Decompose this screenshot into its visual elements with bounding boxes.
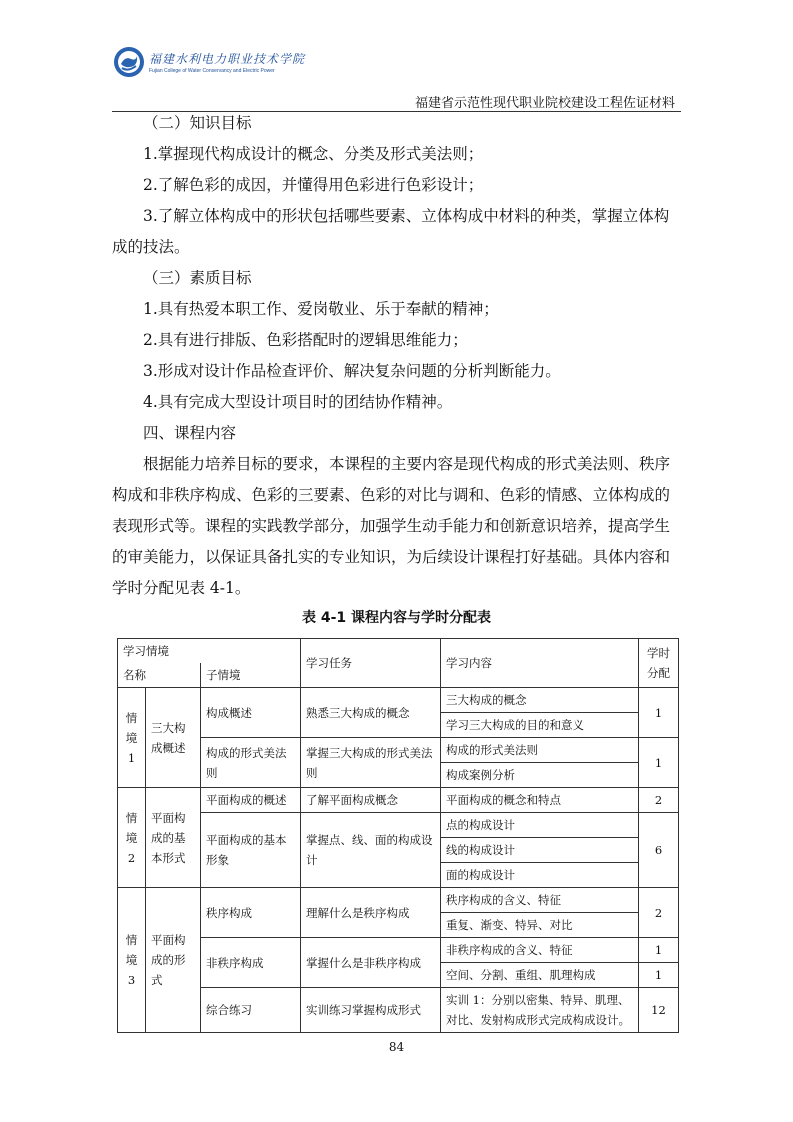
paragraph: 4.具有完成大型设计项目时的团结协作精神。 [143, 393, 453, 411]
sub-situation: 平面构成的概述 [201, 788, 301, 813]
sub-situation: 构成概述 [201, 688, 301, 738]
paragraph: 1.掌握现代构成设计的概念、分类及形式美法则； [143, 145, 484, 163]
header-cell-content: 学习内容 [441, 639, 639, 688]
sub-situation: 秩序构成 [201, 888, 301, 938]
situation-number: 情境2 [118, 788, 146, 888]
learning-task: 实训练习掌握构成形式 [301, 988, 441, 1033]
body-text [112, 108, 682, 604]
sub-situation: 非秩序构成 [201, 938, 301, 988]
sub-situation: 综合练习 [201, 988, 301, 1033]
paragraph: 1.具有热爱本职工作、爱岗敬业、乐于奉献的精神； [143, 300, 499, 318]
table-row [118, 888, 679, 913]
section-heading: （三）素质目标 [143, 269, 252, 287]
learning-task: 了解平面构成概念 [301, 788, 441, 813]
college-emblem-icon [113, 46, 145, 78]
paragraph: 2.具有进行排版、色彩搭配时的逻辑思维能力； [143, 331, 468, 349]
table-caption: 表 4-1 课程内容与学时分配表 [301, 610, 492, 626]
paragraph: 根据能力培养目标的要求，本课程的主要内容是现代构成的形式美法则、秩序构成和非秩序构成、色彩的三要素、色彩的对比与调和、色彩的情感、立体构成的表现形式等。课程的实践教学部分，加强学生动手能力和创新意识培养，提高学生的审美能力，以保证具备扎实的专业知识，为后续设计课程打好基础。具体内容和学时分配见表 4-1。 [112, 455, 671, 597]
learning-content: 构成案例分析 [441, 763, 639, 788]
course-table [117, 638, 679, 1033]
table-header-row [118, 639, 679, 664]
learning-content: 构成的形式美法则 [441, 738, 639, 763]
logo-chinese-name: 福建水利电力职业技术学院 [149, 52, 306, 66]
situation-name: 三大构成概述 [146, 688, 201, 788]
hours: 12 [639, 988, 679, 1033]
paragraph: 3.了解立体构成中的形状包括哪些要素、立体构成中材料的种类，掌握立体构成的技法。 [112, 207, 670, 256]
learning-task: 掌握什么是非秩序构成 [301, 938, 441, 988]
hours: 1 [639, 963, 679, 988]
paragraph: 2.了解色彩的成因，并懂得用色彩进行色彩设计； [143, 176, 484, 194]
sub-situation: 平面构成的基本形象 [201, 813, 301, 888]
logo-english-name: Fujian College of Water Conservancy and Electric Power [149, 68, 275, 74]
situation-number: 情境1 [118, 688, 146, 788]
learning-content: 点的构成设计 [441, 813, 639, 838]
header-title: 福建省示范性现代职业院校建设工程佐证材料 [414, 96, 675, 111]
hours: 1 [639, 938, 679, 963]
learning-content: 非秩序构成的含义、特征 [441, 938, 639, 963]
header-cell-sub: 子情境 [201, 663, 301, 688]
learning-task: 熟悉三大构成的概念 [301, 688, 441, 738]
learning-task: 理解什么是秩序构成 [301, 888, 441, 938]
paragraph: 3.形成对设计作品检查评价、解决复杂问题的分析判断能力。 [143, 362, 561, 380]
hours: 2 [639, 788, 679, 813]
learning-task: 掌握三大构成的形式美法则 [301, 738, 441, 788]
hours: 6 [639, 813, 679, 888]
situation-number: 情境3 [118, 888, 146, 1033]
hours: 1 [639, 688, 679, 738]
learning-content: 线的构成设计 [441, 838, 639, 863]
header-cell-situation: 学习情境 [118, 639, 301, 664]
learning-content: 学习三大构成的目的和意义 [441, 713, 639, 738]
learning-content: 三大构成的概念 [441, 688, 639, 713]
table-row [118, 688, 679, 713]
learning-content: 面的构成设计 [441, 863, 639, 888]
section-heading: 四、课程内容 [143, 424, 237, 442]
learning-content: 重复、渐变、特异、对比 [441, 913, 639, 938]
sub-situation: 构成的形式美法则 [201, 738, 301, 788]
table-row [118, 988, 679, 1033]
learning-task: 掌握点、线、面的构成设计 [301, 813, 441, 888]
hours: 2 [639, 888, 679, 938]
situation-name: 平面构成的形式 [146, 888, 201, 1033]
learning-content: 实训 1：分别以密集、特异、肌理、对比、发射构成形式完成构成设计。 [441, 988, 639, 1033]
table-row [118, 938, 679, 963]
page-number: 84 [388, 1040, 405, 1054]
header-cell-hours: 学时分配 [639, 639, 679, 688]
situation-name: 平面构成的基本形式 [146, 788, 201, 888]
table-row [118, 788, 679, 813]
learning-content: 平面构成的概念和特点 [441, 788, 639, 813]
header-cell-name: 名称 [118, 663, 201, 688]
section-heading: （二）知识目标 [143, 114, 252, 132]
learning-content: 空间、分割、重组、肌理构成 [441, 963, 639, 988]
college-logo [113, 46, 305, 78]
table-row [118, 738, 679, 763]
hours: 1 [639, 738, 679, 788]
table-row [118, 813, 679, 838]
header-cell-task: 学习任务 [301, 639, 441, 688]
learning-content: 秩序构成的含义、特征 [441, 888, 639, 913]
